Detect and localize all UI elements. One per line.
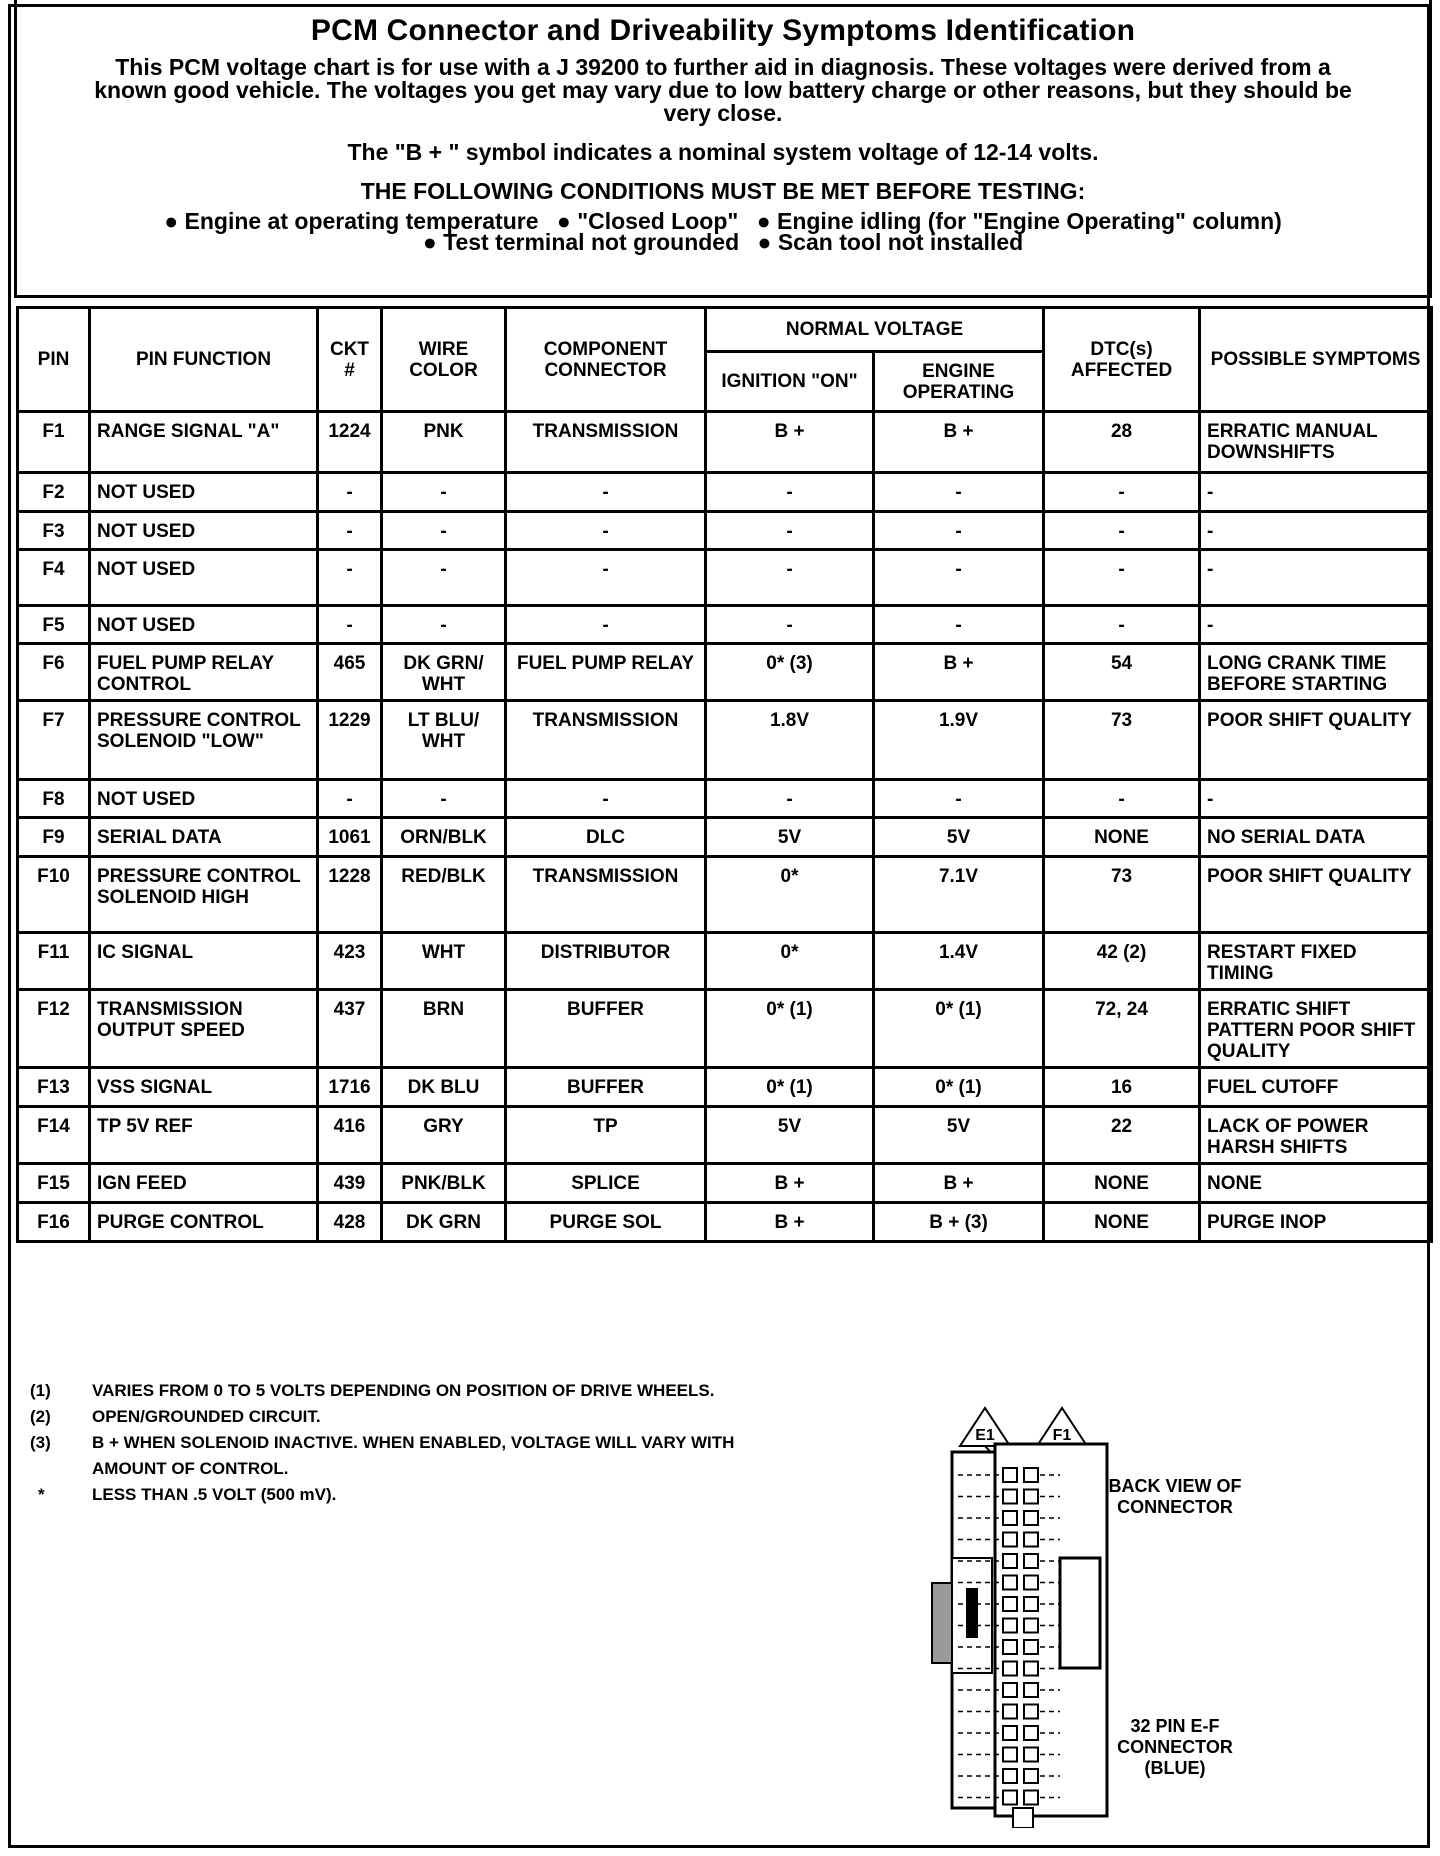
- function-cell: IGN FEED: [90, 1164, 318, 1203]
- ignition-on-cell: B +: [706, 1203, 874, 1242]
- pin-cavity: [1003, 1597, 1017, 1611]
- engine-operating-cell: 5V: [874, 1107, 1044, 1164]
- engine-operating-cell: -: [874, 780, 1044, 818]
- engine-operating-cell: 5V: [874, 818, 1044, 857]
- function-cell: NOT USED: [90, 550, 318, 606]
- condition: Engine at operating temperature: [184, 208, 539, 234]
- f1-marker-label: F1: [1052, 1427, 1072, 1444]
- function-cell: FUEL PUMP RELAY CONTROL: [90, 644, 318, 701]
- pin-cavity: [1003, 1748, 1017, 1762]
- pin-cell: F16: [18, 1203, 90, 1242]
- wire-color-cell: PNK/BLK: [382, 1164, 506, 1203]
- function-cell: NOT USED: [90, 473, 318, 512]
- intro-paragraph: This PCM voltage chart is for use with a J 39200 to further aid in diagnosis. These voltages were derived from a known good vehicle. The voltages you get may vary due to low battery charge or other reasons, but they should be very close.: [94, 54, 1352, 126]
- connector-diagram: [920, 1398, 1300, 1828]
- ignition-on-cell: -: [706, 473, 874, 512]
- ckt-cell: 1224: [318, 412, 382, 473]
- component-cell: -: [506, 606, 706, 644]
- engine-operating-cell: 0* (1): [874, 990, 1044, 1068]
- pin-cell: F7: [18, 701, 90, 780]
- pin-cavity: [1003, 1511, 1017, 1525]
- pin-cavity: [1003, 1683, 1017, 1697]
- pin-cavity: [1024, 1619, 1038, 1633]
- page-title: PCM Connector and Driveability Symptoms Identification: [310, 14, 1136, 47]
- pin-cavity: [1024, 1597, 1038, 1611]
- ckt-cell: 1228: [318, 857, 382, 933]
- function-cell: SERIAL DATA: [90, 818, 318, 857]
- pin-cavity: [1024, 1748, 1038, 1762]
- wire-color-cell: DK GRN: [382, 1203, 506, 1242]
- component-cell: TRANSMISSION: [506, 701, 706, 780]
- pin-cell: F15: [18, 1164, 90, 1203]
- pin-cavity: [1024, 1769, 1038, 1783]
- pin-cavity: [1024, 1554, 1038, 1568]
- wire-color-cell: DK BLU: [382, 1068, 506, 1107]
- header-box: [14, 0, 1432, 298]
- ckt-cell: -: [318, 473, 382, 512]
- header-ignition-on: IGNITION "ON": [706, 352, 874, 412]
- wire-color-cell: WHT: [382, 933, 506, 990]
- footnote: [30, 1404, 890, 1430]
- header-function: PIN FUNCTION: [90, 308, 318, 412]
- pin-cavity: [1024, 1490, 1038, 1504]
- pin-cell: F2: [18, 473, 90, 512]
- ckt-cell: -: [318, 606, 382, 644]
- component-cell: -: [506, 512, 706, 550]
- pin-cell: F14: [18, 1107, 90, 1164]
- symptoms-cell: RESTART FIXED TIMING: [1200, 933, 1432, 990]
- table-row: [18, 412, 1432, 473]
- ckt-cell: -: [318, 550, 382, 606]
- function-cell: TP 5V REF: [90, 1107, 318, 1164]
- condition: "Closed Loop": [577, 208, 739, 234]
- component-cell: DISTRIBUTOR: [506, 933, 706, 990]
- table-row: [18, 990, 1432, 1068]
- dtc-cell: NONE: [1044, 1164, 1200, 1203]
- pin-cavity: [1024, 1726, 1038, 1740]
- engine-operating-cell: B +: [874, 412, 1044, 473]
- ignition-on-cell: 0*: [706, 933, 874, 990]
- pin-cavity: [1003, 1769, 1017, 1783]
- symptoms-cell: -: [1200, 780, 1432, 818]
- symptoms-cell: NONE: [1200, 1164, 1432, 1203]
- footnote-text: VARIES FROM 0 TO 5 VOLTS DEPENDING ON POSITION OF DRIVE WHEELS.: [92, 1381, 715, 1400]
- table-row: [18, 701, 1432, 780]
- header-normal-voltage: NORMAL VOLTAGE: [706, 308, 1044, 352]
- dtc-cell: -: [1044, 780, 1200, 818]
- component-cell: DLC: [506, 818, 706, 857]
- wire-color-cell: LT BLU/ WHT: [382, 701, 506, 780]
- dtc-cell: NONE: [1044, 1203, 1200, 1242]
- component-cell: PURGE SOL: [506, 1203, 706, 1242]
- pin-cell: F5: [18, 606, 90, 644]
- component-cell: TRANSMISSION: [506, 857, 706, 933]
- e1-marker-label: E1: [975, 1427, 995, 1444]
- ignition-on-cell: 0* (1): [706, 990, 874, 1068]
- header-dtc: DTC(s) AFFECTED: [1044, 308, 1200, 412]
- table-row: [18, 933, 1432, 990]
- function-cell: RANGE SIGNAL "A": [90, 412, 318, 473]
- pin-cavity: [1003, 1619, 1017, 1633]
- ckt-cell: 428: [318, 1203, 382, 1242]
- ignition-on-cell: -: [706, 780, 874, 818]
- wire-color-cell: -: [382, 512, 506, 550]
- component-cell: SPLICE: [506, 1164, 706, 1203]
- function-cell: PRESSURE CONTROL SOLENOID "LOW": [90, 701, 318, 780]
- footnote-key: (1): [30, 1381, 51, 1400]
- pin-cavity: [1003, 1705, 1017, 1719]
- wire-color-cell: -: [382, 473, 506, 512]
- connector-foot: [1013, 1808, 1033, 1828]
- conditions-line-1: ● Engine at operating temperature ● "Closed Loop" ● Engine idling (for "Engine Operating" column): [164, 208, 1282, 234]
- table-row: [18, 473, 1432, 512]
- table-row: [18, 644, 1432, 701]
- table-row: [18, 606, 1432, 644]
- pin-cavity: [1003, 1490, 1017, 1504]
- footnote-text: LESS THAN .5 VOLT (500 mV).: [92, 1485, 337, 1504]
- engine-operating-cell: -: [874, 606, 1044, 644]
- wire-color-cell: BRN: [382, 990, 506, 1068]
- pin-cell: F4: [18, 550, 90, 606]
- wire-color-cell: DK GRN/ WHT: [382, 644, 506, 701]
- pin-cell: F11: [18, 933, 90, 990]
- ignition-on-cell: 0* (1): [706, 1068, 874, 1107]
- ckt-cell: -: [318, 780, 382, 818]
- footnote: [30, 1378, 890, 1404]
- engine-operating-cell: -: [874, 473, 1044, 512]
- pin-cavity: [1003, 1662, 1017, 1676]
- ckt-cell: 1716: [318, 1068, 382, 1107]
- connector-tab: [932, 1583, 954, 1663]
- pin-cavity: [1003, 1726, 1017, 1740]
- dtc-cell: -: [1044, 473, 1200, 512]
- ckt-cell: -: [318, 512, 382, 550]
- ignition-on-cell: -: [706, 550, 874, 606]
- table-row: [18, 818, 1432, 857]
- wire-color-cell: RED/BLK: [382, 857, 506, 933]
- symptoms-cell: POOR SHIFT QUALITY: [1200, 857, 1432, 933]
- pin-cavity: [1024, 1662, 1038, 1676]
- symptoms-cell: -: [1200, 512, 1432, 550]
- function-cell: NOT USED: [90, 606, 318, 644]
- pin-cell: F10: [18, 857, 90, 933]
- engine-operating-cell: 1.9V: [874, 701, 1044, 780]
- component-cell: -: [506, 473, 706, 512]
- symptoms-cell: -: [1200, 473, 1432, 512]
- dtc-cell: 54: [1044, 644, 1200, 701]
- symptoms-cell: NO SERIAL DATA: [1200, 818, 1432, 857]
- engine-operating-cell: 7.1V: [874, 857, 1044, 933]
- ckt-cell: 437: [318, 990, 382, 1068]
- header-ckt: CKT #: [318, 308, 382, 412]
- pin-cell: F9: [18, 818, 90, 857]
- footnote-text: B + WHEN SOLENOID INACTIVE. WHEN ENABLED, VOLTAGE WILL VARY WITH AMOUNT OF CONTROL.: [92, 1433, 735, 1478]
- wire-color-cell: -: [382, 780, 506, 818]
- connector-latch: [1060, 1558, 1100, 1668]
- pin-cavity: [1024, 1533, 1038, 1547]
- symptoms-cell: LONG CRANK TIME BEFORE STARTING: [1200, 644, 1432, 701]
- symptoms-cell: PURGE INOP: [1200, 1203, 1432, 1242]
- ckt-cell: 423: [318, 933, 382, 990]
- ignition-on-cell: 1.8V: [706, 701, 874, 780]
- ignition-on-cell: 0* (3): [706, 644, 874, 701]
- engine-operating-cell: B +: [874, 644, 1044, 701]
- header-component: COMPONENT CONNECTOR: [506, 308, 706, 412]
- component-cell: BUFFER: [506, 990, 706, 1068]
- ckt-cell: 465: [318, 644, 382, 701]
- footnote: [30, 1430, 890, 1482]
- back-view-label: BACK VIEW OF CONNECTOR: [1108, 1476, 1242, 1517]
- ignition-on-cell: B +: [706, 412, 874, 473]
- pin-cell: F6: [18, 644, 90, 701]
- pin-cavity: [1024, 1640, 1038, 1654]
- function-cell: PURGE CONTROL: [90, 1203, 318, 1242]
- pin-cavity: [1003, 1554, 1017, 1568]
- pin-cell: F13: [18, 1068, 90, 1107]
- pin-cavity: [1024, 1511, 1038, 1525]
- symptoms-cell: ERRATIC SHIFT PATTERN POOR SHIFT QUALITY: [1200, 990, 1432, 1068]
- dtc-cell: 42 (2): [1044, 933, 1200, 990]
- function-cell: IC SIGNAL: [90, 933, 318, 990]
- dtc-cell: 22: [1044, 1107, 1200, 1164]
- engine-operating-cell: B +: [874, 1164, 1044, 1203]
- engine-operating-cell: B + (3): [874, 1203, 1044, 1242]
- ignition-on-cell: 5V: [706, 1107, 874, 1164]
- ckt-cell: 439: [318, 1164, 382, 1203]
- table-row: [18, 857, 1432, 933]
- table-row: [18, 1203, 1432, 1242]
- conditions-title: THE FOLLOWING CONDITIONS MUST BE MET BEFORE TESTING:: [360, 178, 1086, 204]
- pin-cell: F1: [18, 412, 90, 473]
- condition: Test terminal not grounded: [443, 229, 740, 255]
- function-cell: NOT USED: [90, 780, 318, 818]
- pin-cavity: [1024, 1683, 1038, 1697]
- wire-color-cell: GRY: [382, 1107, 506, 1164]
- component-cell: -: [506, 780, 706, 818]
- engine-operating-cell: -: [874, 512, 1044, 550]
- ignition-on-cell: 0*: [706, 857, 874, 933]
- footnote-text: OPEN/GROUNDED CIRCUIT.: [92, 1407, 321, 1426]
- symptoms-cell: -: [1200, 606, 1432, 644]
- pin-cell: F8: [18, 780, 90, 818]
- function-cell: TRANSMISSION OUTPUT SPEED: [90, 990, 318, 1068]
- component-cell: BUFFER: [506, 1068, 706, 1107]
- header-symptoms: POSSIBLE SYMPTOMS: [1200, 308, 1432, 412]
- dtc-cell: -: [1044, 550, 1200, 606]
- component-cell: FUEL PUMP RELAY: [506, 644, 706, 701]
- function-cell: PRESSURE CONTROL SOLENOID HIGH: [90, 857, 318, 933]
- footnote-key: (3): [30, 1433, 51, 1452]
- dtc-cell: 73: [1044, 857, 1200, 933]
- symptoms-cell: FUEL CUTOFF: [1200, 1068, 1432, 1107]
- table-row: [18, 550, 1432, 606]
- engine-operating-cell: 1.4V: [874, 933, 1044, 990]
- pin-cavity: [1024, 1705, 1038, 1719]
- table-row: [18, 1164, 1432, 1203]
- table-row: [18, 512, 1432, 550]
- connector-label: 32 PIN E-F CONNECTOR (BLUE): [1117, 1716, 1233, 1778]
- component-cell: TP: [506, 1107, 706, 1164]
- ignition-on-cell: -: [706, 606, 874, 644]
- function-cell: NOT USED: [90, 512, 318, 550]
- wire-color-cell: -: [382, 550, 506, 606]
- pin-table: [16, 306, 1433, 1243]
- condition: Scan tool not installed: [777, 229, 1024, 255]
- component-cell: -: [506, 550, 706, 606]
- function-cell: VSS SIGNAL: [90, 1068, 318, 1107]
- footnote: [30, 1482, 890, 1508]
- connector-key: [966, 1588, 978, 1638]
- header-wire-color: WIRE COLOR: [382, 308, 506, 412]
- table-row: [18, 780, 1432, 818]
- engine-operating-cell: 0* (1): [874, 1068, 1044, 1107]
- pin-cavity: [1024, 1791, 1038, 1805]
- header-pin: PIN: [18, 308, 90, 412]
- pin-cavity: [1024, 1468, 1038, 1482]
- dtc-cell: -: [1044, 606, 1200, 644]
- dtc-cell: 73: [1044, 701, 1200, 780]
- pin-cavity: [1003, 1791, 1017, 1805]
- dtc-cell: -: [1044, 512, 1200, 550]
- dtc-cell: 16: [1044, 1068, 1200, 1107]
- component-cell: TRANSMISSION: [506, 412, 706, 473]
- symptoms-cell: LACK OF POWER HARSH SHIFTS: [1200, 1107, 1432, 1164]
- dtc-cell: 28: [1044, 412, 1200, 473]
- pin-cell: F3: [18, 512, 90, 550]
- symptoms-cell: ERRATIC MANUAL DOWNSHIFTS: [1200, 412, 1432, 473]
- pin-cell: F12: [18, 990, 90, 1068]
- footnotes: [30, 1378, 890, 1508]
- footnote-key: (2): [30, 1407, 51, 1426]
- table-row: [18, 1068, 1432, 1107]
- dtc-cell: NONE: [1044, 818, 1200, 857]
- bplus-note: The "B + " symbol indicates a nominal system voltage of 12-14 volts.: [347, 139, 1099, 165]
- pin-cavity: [1003, 1468, 1017, 1482]
- wire-color-cell: -: [382, 606, 506, 644]
- condition: Engine idling (for "Engine Operating" column): [776, 208, 1282, 234]
- ignition-on-cell: B +: [706, 1164, 874, 1203]
- header-engine-operating: ENGINE OPERATING: [874, 352, 1044, 412]
- pin-cavity: [1003, 1533, 1017, 1547]
- footnote-key: *: [38, 1485, 45, 1504]
- pin-cavity: [1024, 1576, 1038, 1590]
- symptoms-cell: POOR SHIFT QUALITY: [1200, 701, 1432, 780]
- wire-color-cell: PNK: [382, 412, 506, 473]
- ckt-cell: 1229: [318, 701, 382, 780]
- pin-cavity: [1003, 1576, 1017, 1590]
- ckt-cell: 1061: [318, 818, 382, 857]
- ckt-cell: 416: [318, 1107, 382, 1164]
- conditions-line-2: ● Test terminal not grounded ● Scan tool not installed: [422, 229, 1024, 255]
- ignition-on-cell: 5V: [706, 818, 874, 857]
- symptoms-cell: -: [1200, 550, 1432, 606]
- pin-cavity: [1003, 1640, 1017, 1654]
- ignition-on-cell: -: [706, 512, 874, 550]
- table-row: [18, 1107, 1432, 1164]
- engine-operating-cell: -: [874, 550, 1044, 606]
- wire-color-cell: ORN/BLK: [382, 818, 506, 857]
- dtc-cell: 72, 24: [1044, 990, 1200, 1068]
